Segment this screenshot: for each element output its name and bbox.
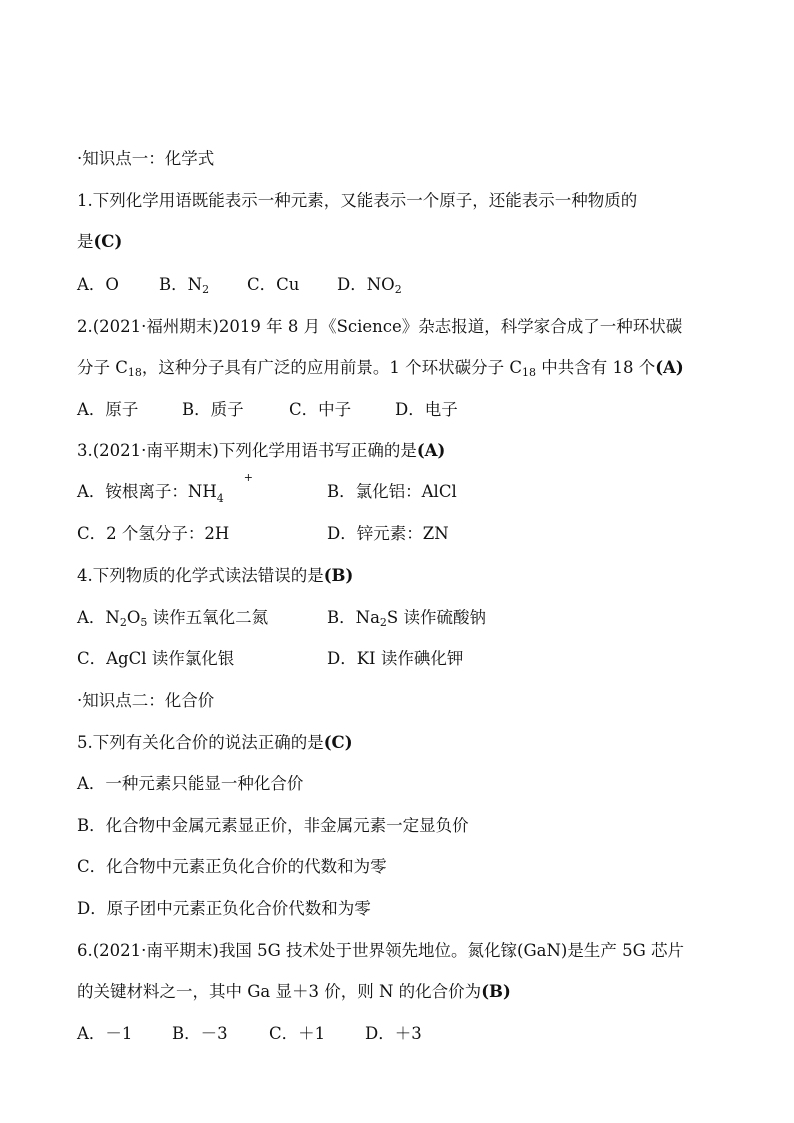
question-4-answer: (B) — [323, 566, 354, 585]
section-heading-formula: ·知识点一：化学式 — [77, 149, 215, 168]
q5-option-b: B．化合物中金属元素显正价，非金属元素一定显负价 — [77, 816, 469, 835]
question-6-stem-cont: 的关键材料之一，其中 Ga 显＋3 价，则 N 的化合价为(B) — [77, 982, 511, 1001]
q4-option-a: A．$N_2O_5$ 读作五氧化二氮 — [77, 608, 269, 629]
q1-option-d: D．$NO_2$ — [337, 275, 402, 296]
q5-option-c: C．化合物中元素正负化合价的代数和为零 — [77, 857, 387, 876]
q6-option-c: C．＋1 — [269, 1024, 326, 1043]
question-6-answer: (B) — [481, 982, 511, 1001]
question-3-answer: (A) — [416, 441, 446, 460]
q1-option-c: C．Cu — [247, 275, 300, 294]
q6-option-d: D．＋3 — [365, 1024, 422, 1043]
question-4-options-row1 — [77, 607, 737, 629]
q3-option-d: D．锌元素：ZN — [327, 524, 449, 543]
question-2-options — [77, 399, 737, 421]
q5-option-a: A．一种元素只能显一种化合价 — [77, 774, 304, 793]
q4-option-d: D．KI 读作碘化钾 — [327, 649, 464, 668]
question-1-options — [77, 274, 737, 296]
question-3-options-row1 — [77, 471, 737, 505]
question-5-stem: 5.下列有关化合价的说法正确的是(C) — [77, 733, 353, 752]
q2-option-d: D．电子 — [395, 400, 458, 419]
q3-option-b: B．氯化铝：AlCl — [327, 482, 457, 501]
question-4-options-row2 — [77, 648, 737, 670]
question-2-stem: 2.(2021·福州期末)2019 年 8 月《Science》杂志报道，科学家合成了一种环状碳 — [77, 317, 683, 336]
question-1-stem: 1.下列化学用语既能表示一种元素，又能表示一个原子，还能表示一种物质的 — [77, 191, 638, 210]
q2-option-a: A．原子 — [77, 400, 139, 419]
q5-option-d: D．原子团中元素正负化合价代数和为零 — [77, 899, 371, 918]
q1-option-a: A．O — [77, 275, 119, 294]
question-2-stem-cont: 分子 $C_{18}$，这种分子具有广泛的应用前景。1 个环状碳分子 $C_{18}$ 中共含有 18 个(A) — [77, 358, 684, 379]
section-heading-valence: ·知识点二：化合价 — [77, 691, 215, 710]
q4-option-b: B．$Na_2S$ 读作硫酸钠 — [327, 608, 486, 629]
q3-option-a: A．铵根离子：NH + $_4$ — [77, 471, 253, 505]
question-3-stem: 3.(2021·南平期末)下列化学用语书写正确的是(A) — [77, 441, 446, 460]
q6-option-b: B．－3 — [172, 1024, 228, 1043]
question-5-answer: (C) — [323, 733, 353, 752]
question-6-stem: 6.(2021·南平期末)我国 5G 技术处于世界领先地位。氮化镓(GaN)是生产 5G 芯片 — [77, 941, 685, 960]
q2-option-b: B．质子 — [182, 400, 244, 419]
question-1-answer: (C) — [93, 232, 123, 251]
question-6-options — [77, 1023, 737, 1045]
question-2-answer: (A) — [655, 358, 684, 377]
q3-option-c: C．2 个氢分子：2H — [77, 524, 230, 543]
q4-option-c: C．AgCl 读作氯化银 — [77, 649, 235, 668]
question-1-stem-cont: 是(C) — [77, 232, 123, 251]
q1-option-b: B．$N_2$ — [159, 275, 210, 296]
q2-option-c: C．中子 — [289, 400, 352, 419]
q6-option-a: A．－1 — [77, 1024, 133, 1043]
question-4-stem: 4.下列物质的化学式读法错误的是(B) — [77, 566, 354, 585]
question-3-options-row2 — [77, 523, 737, 545]
